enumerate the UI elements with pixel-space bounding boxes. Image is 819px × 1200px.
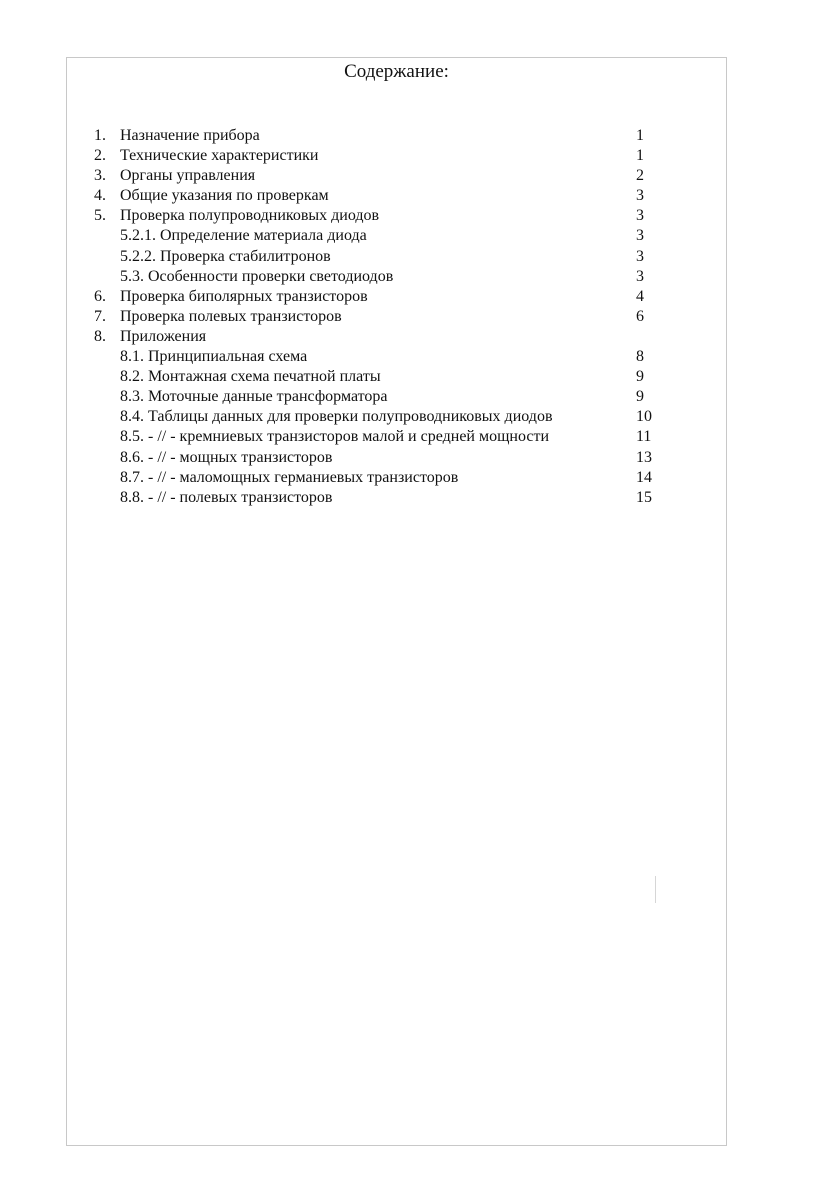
toc-entry-number: 2. [94,147,106,165]
toc-entry-number: 4. [94,187,106,205]
toc-entry-text: 8.4. Таблицы данных для проверки полупроводниковых диодов [120,408,553,426]
toc-entry-text: 8.5. - // - кремниевых транзисторов малой и средней мощности [120,428,550,446]
toc-entry [67,448,726,468]
toc-entry-text: 5.3. Особенности проверки светодиодов [120,267,394,285]
toc-entry [67,307,726,327]
toc-entry-text: 8.2. Монтажная схема печатной платы [120,368,381,386]
toc-entry-page: 1 [636,127,644,144]
toc-entry-text: 8.6. - // - мощных транзисторов [120,448,333,466]
toc-entry-text: Проверка полевых транзисторов [120,307,342,325]
toc-entry-page: 1 [636,147,644,165]
toc-entry [67,427,726,447]
toc-entry [67,287,726,307]
toc-entry-page: 3 [636,227,644,245]
scan-artifact-line [655,876,656,903]
toc-entry-page: 8 [636,348,644,366]
toc-entry [67,347,726,367]
toc-entry [67,407,726,427]
toc-entry-page: 4 [636,287,644,305]
toc-entry [67,267,726,287]
toc-entry [67,327,726,347]
toc-entry-text: 8.3. Моточные данные трансформатора [120,388,388,406]
toc-entry-number: 5. [94,207,106,225]
toc-entry-number: 1. [94,127,106,144]
toc-entry [67,206,726,226]
toc-entry-text: 5.2.1. Определение материала диода [120,227,367,245]
toc-entry-page: 9 [636,368,644,386]
toc-entry [67,247,726,267]
toc-entry-text: Органы управления [120,167,256,185]
toc-entry-page: 14 [636,468,652,486]
toc-entry-page: 3 [636,187,644,205]
toc-entry-page: 15 [636,488,652,506]
toc-entry [67,367,726,387]
toc-entry-page: 13 [636,448,652,466]
toc-entry-page: 6 [636,307,644,325]
toc-entry-page: 3 [636,247,644,265]
toc-entry-page: 3 [636,267,644,285]
toc-entry [67,226,726,246]
toc-entry-text: Назначение прибора [120,127,260,144]
toc-entry-text: 8.1. Принципиальная схема [120,348,308,366]
toc-entry [67,186,726,206]
toc-entry-page: 10 [636,408,652,426]
toc-entry-number: 6. [94,287,106,305]
toc-entry-text: Общие указания по проверкам [120,187,329,205]
toc-entry [67,488,726,508]
toc-entry [67,166,726,186]
toc-entry-page: 11 [636,428,652,446]
toc-entry-page: 2 [636,167,644,185]
toc-entry-page: 9 [636,388,644,406]
table-of-contents [67,126,726,508]
toc-entry-text: Приложения [120,327,207,345]
toc-entry-text: Проверка полупроводниковых диодов [120,207,380,225]
toc-entry-text: Проверка биполярных транзисторов [120,287,368,305]
toc-entry [67,468,726,488]
toc-entry [67,146,726,166]
toc-entry-number: 3. [94,167,106,185]
toc-entry-number: 8. [94,327,106,345]
toc-entry-number: 7. [94,307,106,325]
toc-entry-text: Технические характеристики [120,147,319,165]
document-page [66,57,727,1146]
toc-entry-page: 3 [636,207,644,225]
toc-entry-text: 5.2.2. Проверка стабилитронов [120,247,331,265]
toc-entry-text: 8.7. - // - маломощных германиевых транзисторов [120,468,459,486]
toc-entry [67,126,726,146]
page-title: Содержание: [344,61,449,82]
toc-entry [67,387,726,407]
toc-entry-text: 8.8. - // - полевых транзисторов [120,488,333,506]
